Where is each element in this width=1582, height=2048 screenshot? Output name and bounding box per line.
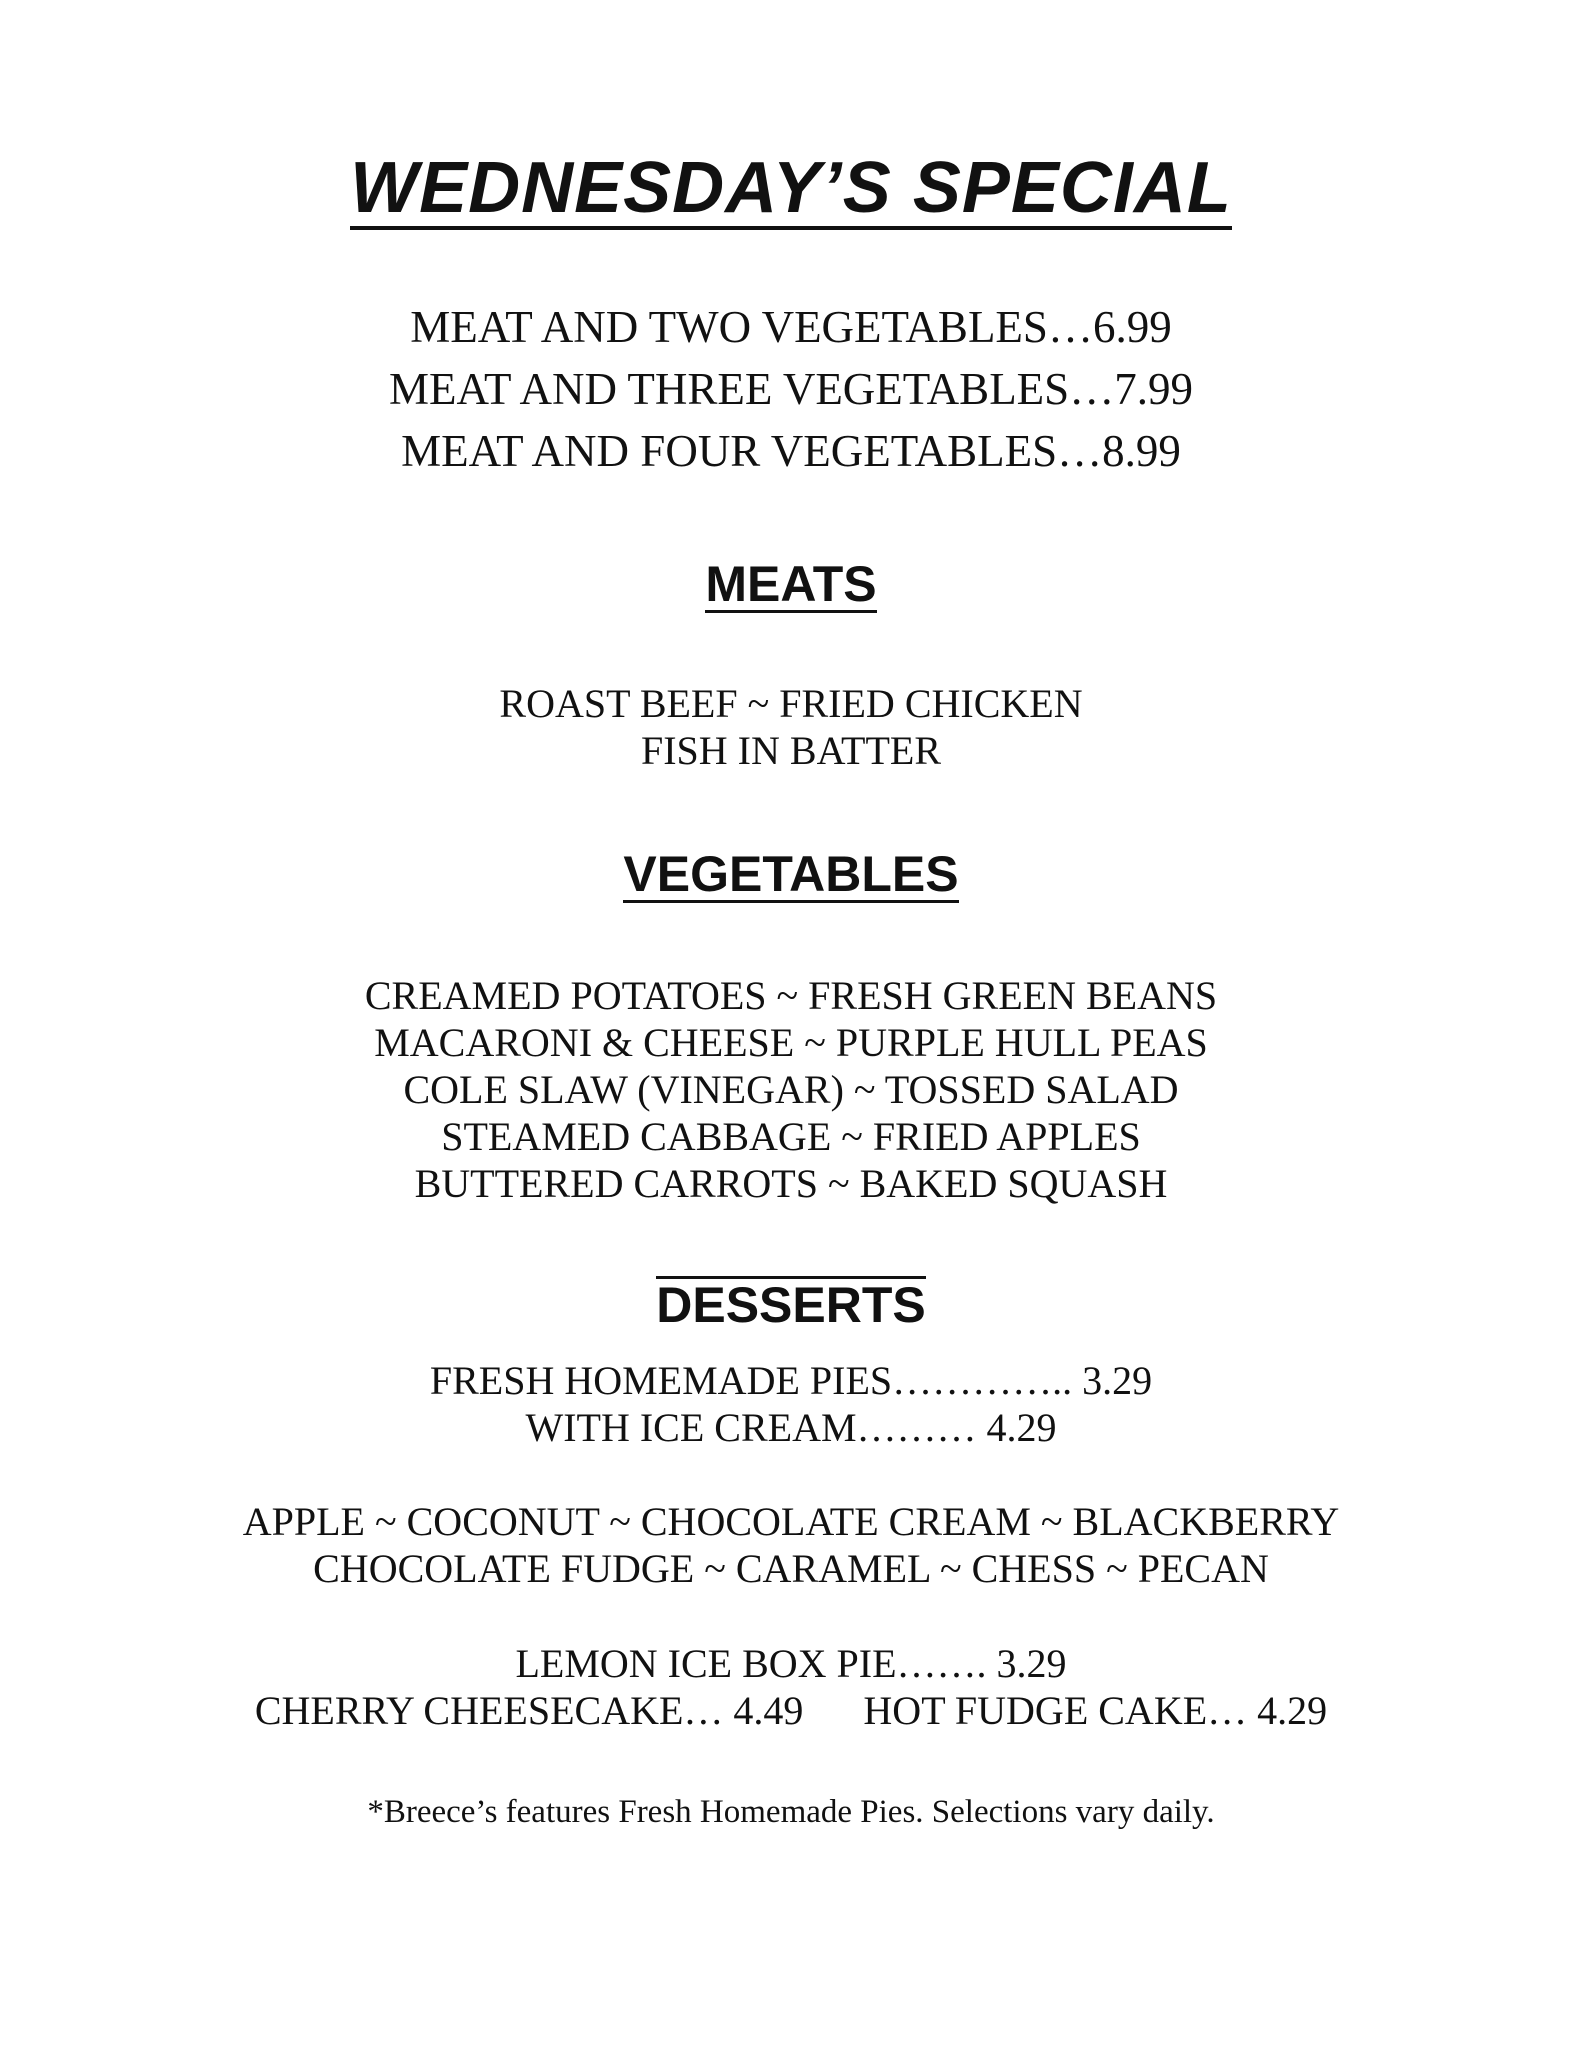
cake-prices-row bbox=[255, 1687, 1327, 1734]
dessert-prices bbox=[0, 1357, 1582, 1451]
other-desserts bbox=[0, 1640, 1582, 1734]
hot-fudge-cake-price: HOT FUDGE CAKE… 4.29 bbox=[863, 1688, 1328, 1733]
vegetables-heading bbox=[0, 846, 1582, 903]
cherry-cheesecake-price: CHERRY CHEESECAKE… 4.49 bbox=[254, 1688, 804, 1733]
meats-list bbox=[0, 680, 1582, 774]
vegetable-item: CREAMED POTATOES ~ FRESH GREEN BEANS bbox=[364, 973, 1218, 1018]
special-item: MEAT AND TWO VEGETABLES…6.99 bbox=[410, 302, 1172, 352]
pie-flavors-list bbox=[0, 1498, 1582, 1592]
page-title bbox=[0, 148, 1582, 230]
desserts-heading bbox=[0, 1276, 1582, 1333]
vegetables-heading-text: VEGETABLES bbox=[623, 846, 959, 902]
special-item: MEAT AND FOUR VEGETABLES…8.99 bbox=[401, 426, 1181, 476]
special-item: MEAT AND THREE VEGETABLES…7.99 bbox=[389, 364, 1193, 414]
meat-item: FISH IN BATTER bbox=[640, 728, 942, 773]
desserts-heading-text: DESSERTS bbox=[656, 1277, 926, 1333]
pie-flavor-line: APPLE ~ COCONUT ~ CHOCOLATE CREAM ~ BLACKBERRY bbox=[242, 1499, 1340, 1544]
specials-list bbox=[0, 296, 1582, 482]
vegetable-item: COLE SLAW (VINEGAR) ~ TOSSED SALAD bbox=[403, 1067, 1179, 1112]
meats-heading bbox=[0, 556, 1582, 613]
vegetable-item: STEAMED CABBAGE ~ FRIED APPLES bbox=[441, 1114, 1141, 1159]
pies-price: FRESH HOMEMADE PIES………….. 3.29 bbox=[429, 1358, 1153, 1403]
ice-cream-price: WITH ICE CREAM……… 4.29 bbox=[525, 1405, 1057, 1450]
meats-heading-text: MEATS bbox=[705, 556, 877, 612]
vegetables-list bbox=[0, 972, 1582, 1207]
vegetable-item: MACARONI & CHEESE ~ PURPLE HULL PEAS bbox=[374, 1020, 1208, 1065]
pie-flavor-line: CHOCOLATE FUDGE ~ CARAMEL ~ CHESS ~ PECAN bbox=[313, 1546, 1269, 1591]
page-title-text: WEDNESDAY’S SPECIAL bbox=[350, 148, 1232, 228]
vegetable-item: BUTTERED CARROTS ~ BAKED SQUASH bbox=[414, 1161, 1168, 1206]
meat-item: ROAST BEEF ~ FRIED CHICKEN bbox=[499, 681, 1083, 726]
lemon-pie-price: LEMON ICE BOX PIE……. 3.29 bbox=[515, 1641, 1067, 1686]
footnote: *Breece’s features Fresh Homemade Pies. Selections vary daily. bbox=[367, 1794, 1215, 1830]
